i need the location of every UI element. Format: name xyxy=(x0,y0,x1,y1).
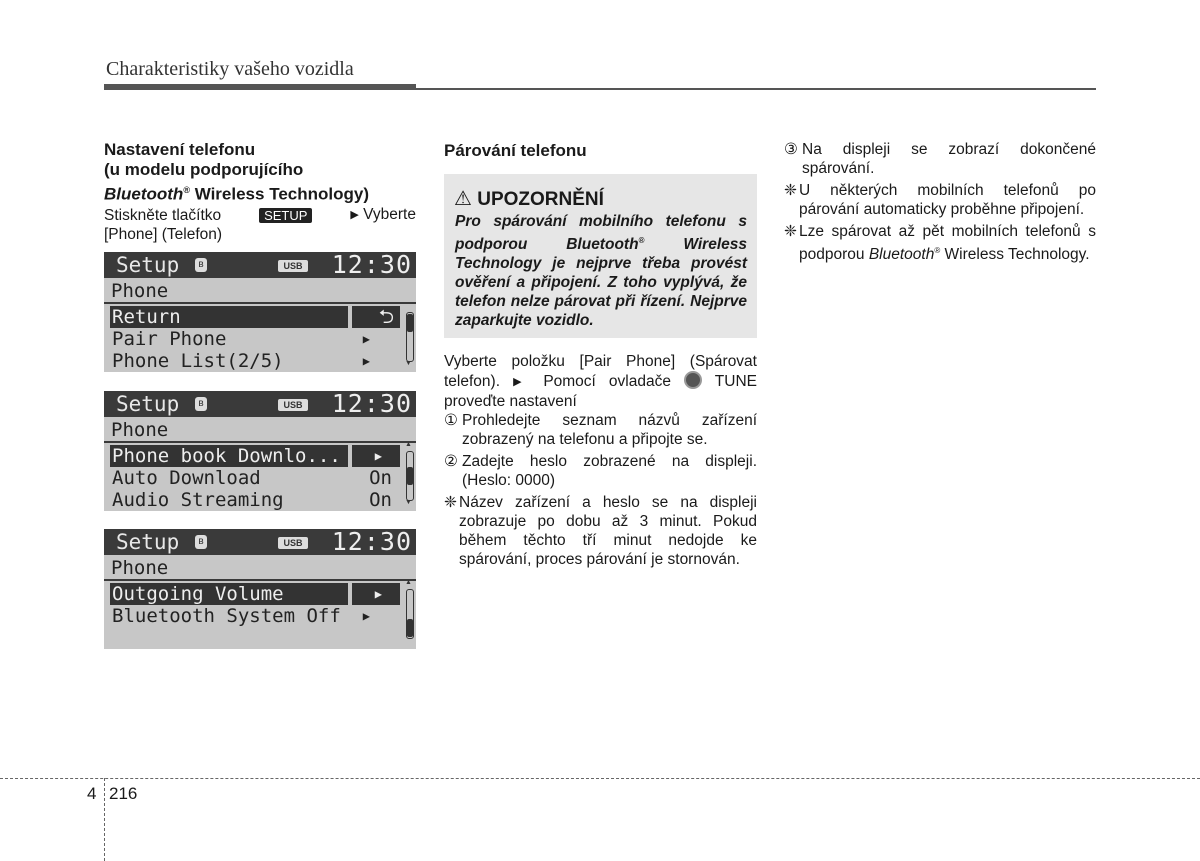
menu-row-phone-list: Phone List(2/5) ▶ xyxy=(112,350,370,372)
list-item: ❈ U některých mobilních telefonů po párování automaticky proběhne připojení. xyxy=(784,182,1096,218)
arrow-right-icon: ▶ xyxy=(362,332,370,346)
arrow-right-icon: ▶ xyxy=(350,209,359,221)
screen-subtitle: Phone xyxy=(111,557,169,579)
tune-knob-icon xyxy=(684,371,702,389)
menu-row-auto-download: Auto Download On xyxy=(112,467,392,489)
screen-subtitle: Phone xyxy=(111,419,169,441)
section-heading-phone-settings: Nastavení telefonu (u modelu podporujícího Bluetooth® Wireless Technology) xyxy=(104,140,369,204)
scrollbar: ▼ xyxy=(405,306,413,366)
instruction-text: Stiskněte tlačítko SETUP ▶ Vyberte [Phone] (Telefon) xyxy=(104,206,416,243)
scrollbar: ▲ xyxy=(405,583,413,643)
scrollbar: ▲ ▼ xyxy=(405,445,413,505)
clock: 12:30 xyxy=(331,250,412,279)
running-header: Charakteristiky vašeho vozidla xyxy=(106,58,354,80)
section-heading-pairing: Párování telefonu xyxy=(444,141,587,160)
list-item: ❈ Lze spárovat až pět mobilních telefonů s podporou Bluetooth® Wireless Technology. xyxy=(784,223,1096,264)
display-screen-3: Setup ʙ USB 12:30 Phone Outgoing Volume ▶ Bluetooth System Off ▶ ▲ xyxy=(104,529,416,649)
clock: 12:30 xyxy=(331,389,412,418)
footer-rule xyxy=(0,778,1200,779)
clock: 12:30 xyxy=(331,527,412,556)
display-screen-2: Setup ʙ USB 12:30 Phone Phone book Downlo... ▶ Auto Download On Audio Streaming On ▲ ▼ xyxy=(104,391,416,511)
usb-icon: USB xyxy=(278,537,308,549)
list-item: ② Zadejte heslo zobrazené na displeji. (Heslo: 0000) xyxy=(444,453,757,489)
menu-row-outgoing-volume: Outgoing Volume ▶ xyxy=(110,583,400,605)
chapter-number: 4 xyxy=(87,784,97,803)
warning-text: Pro spárování mobilního telefonu s podporou Bluetooth® Wireless Technology je nejprve třeba provést ověření a připojení. Z toho vyplývá, že telefon nelze párovat při řízení. Nejprve zaparkujte vozidlo. xyxy=(455,213,747,330)
bluetooth-icon: ʙ xyxy=(195,258,207,272)
bluetooth-icon: ʙ xyxy=(195,535,207,549)
display-screen-1: Setup ʙ USB 12:30 Phone Return ⮌ Pair Phone ▶ Phone List(2/5) ▶ ▼ xyxy=(104,252,416,372)
menu-row-phone-book-download: Phone book Downlo... ▶ xyxy=(110,445,400,467)
menu-row-bluetooth-system-off: Bluetooth System Off ▶ xyxy=(112,605,370,627)
arrow-right-icon: ▶ xyxy=(362,354,370,368)
list-item: ❈ Název zařízení a heslo se na displeji zobrazuje po dobu až 3 minut. Pokud během těchto tří minut nedojde ke spárování, proces párování je stornován. xyxy=(444,494,757,568)
screen-subtitle: Phone xyxy=(111,280,169,302)
arrow-right-icon: ▶ xyxy=(374,587,382,601)
pairing-instructions: Vyberte položku [Pair Phone] (Spárovat telefon). ▶ Pomocí ovladače TUNE proveďte nastavení ① Prohledejte seznam názvů zařízení zobrazený na telefonu a připojte se. ② Zadejte heslo zobrazené na displeji. (Heslo: 0000) ❈ Název zařízení a heslo se na displeji zobrazuje po dobu až 3 minut. Pokud během těchto tří minut nedojde ke spárování, proces párování je stornován. xyxy=(444,353,757,568)
menu-row-audio-streaming: Audio Streaming On xyxy=(112,489,392,511)
setup-key-glyph: SETUP xyxy=(259,208,312,223)
bluetooth-icon: ʙ xyxy=(195,397,207,411)
usb-icon: USB xyxy=(278,260,308,272)
menu-row-pair-phone: Pair Phone ▶ xyxy=(112,328,370,350)
column-right xyxy=(784,140,1096,264)
menu-row-return: Return ⮌ xyxy=(110,306,400,328)
usb-icon: USB xyxy=(278,399,308,411)
list-item: ① Prohledejte seznam názvů zařízení zobrazený na telefonu a připojte se. xyxy=(444,412,757,448)
warning-triangle-icon: ⚠ xyxy=(454,188,472,210)
arrow-right-icon: ▶ xyxy=(362,609,370,623)
return-icon: ⮌ xyxy=(378,306,394,328)
header-rule-thick xyxy=(104,84,416,90)
footer-margin-rule xyxy=(104,778,105,861)
arrow-right-icon: ▶ xyxy=(374,449,382,463)
warning-box: ⚠ UPOZORNĚNÍ Pro spárování mobilního telefonu s podporou Bluetooth® Wireless Technology je nejprve třeba provést ověření a připojení. Z toho vyplývá, že telefon nelze párovat při řízení. Nejprve zaparkujte vozidlo. xyxy=(444,174,757,338)
page-number: 216 xyxy=(109,784,138,803)
header-rule-thin xyxy=(416,88,1096,90)
list-item: ③ Na displeji se zobrazí dokončené spárování. xyxy=(784,141,1096,177)
arrow-right-icon: ▶ xyxy=(513,376,531,388)
